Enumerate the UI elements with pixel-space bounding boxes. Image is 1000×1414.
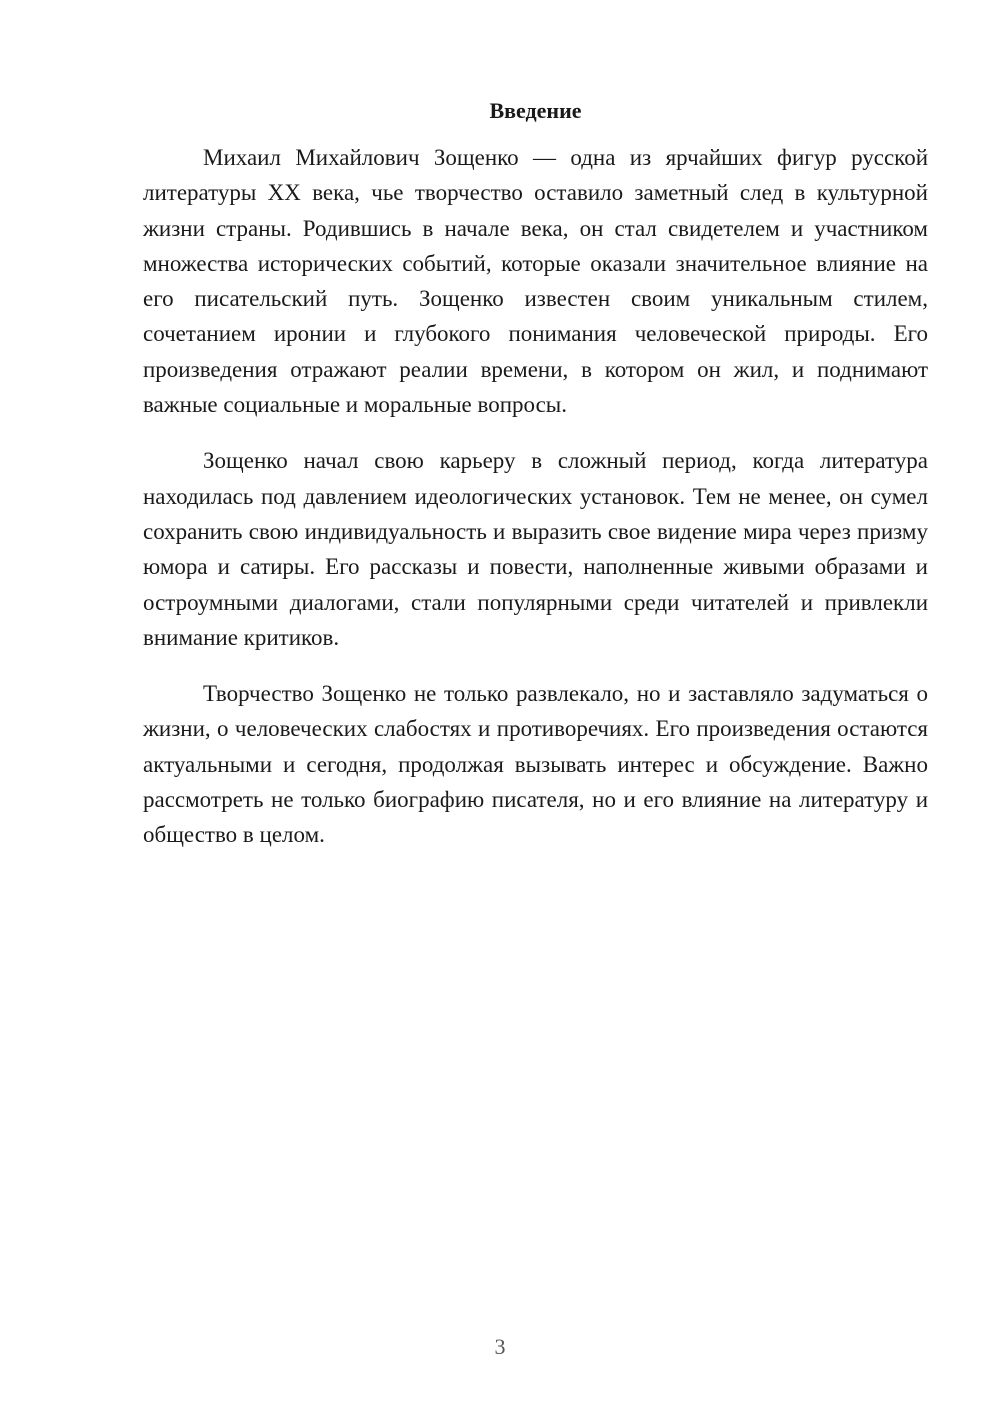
paragraph-2: Зощенко начал свою карьеру в сложный период, когда литература находилась под давлением идеологических установок. Тем не менее, он сумел сохранить свою индивидуальность и выразить свое видение мира через призму юмора и сатиры. Его рассказы и повести, наполненные живыми образами и остроумными диалогами, стали популярными среди читателей и привлекли внимание критиков. [143, 448, 928, 650]
page-number: 3 [494, 1334, 506, 1359]
paragraph-3: Творчество Зощенко не только развлекало, но и заставляло задуматься о жизни, о человеческих слабостях и противоречиях. Его произведения остаются актуальными и сегодня, продолжая вызывать интерес и обсуждение. Важно рассмотреть не только биографию писателя, но и его влияние на литературу и общество в целом. [143, 681, 928, 848]
section-heading: Введение [489, 98, 582, 123]
paragraph-1: Михаил Михайлович Зощенко — одна из ярчайших фигур русской литературы XX века, чье творчество оставило заметный след в культурной жизни страны. Родившись в начале века, он стал свидетелем и участником множества исторических событий, которые оказали значительное влияние на его писательский путь. Зощенко известен своим уникальным стилем, сочетанием иронии и глубокого понимания человеческой природы. Его произведения отражают реалии времени, в котором он жил, и поднимают важные социальные и моральные вопросы. [143, 145, 928, 418]
page-content [143, 96, 928, 874]
